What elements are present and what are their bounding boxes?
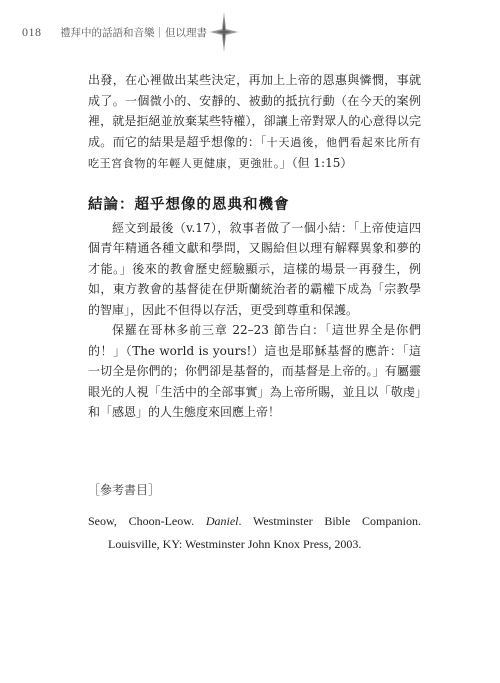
running-title: 禮拜中的話語和音樂｜但以理書 xyxy=(60,27,207,39)
reference-author: Seow, Choon-Leow. xyxy=(88,513,195,528)
scripture-quote: 十天過後，他們看起來比所有吃王宮食物的年輕人更健康，更強壯 xyxy=(88,135,421,170)
intro-paragraph xyxy=(88,70,421,175)
intro-text-before: 出發，在心裡做出某些決定，再加上上帝的恩惠與憐憫，事就成了。一個微小的、安靜的、被動的抵抗行動（在今天的案例裡，就是拒絕並放棄某些特權），卻讓上帝對眾人的心意得以完成。而它的結果是超乎想像的：「 xyxy=(88,73,421,149)
sparkle-star-icon xyxy=(210,12,238,52)
running-header xyxy=(22,18,478,44)
body-paragraph: 保羅在哥林多前三章 22–23 節告白：「這世界全是你們的！」（The world is yours!）這也是耶穌基督的應許：「這一切全是你們的；你們卻是基督的，而基督是上帝的。」有屬靈眼光的人視「生活中的全部事實」為上帝所賜，並且以「敬虔」和「感恩」的人生態度來回應上帝！ xyxy=(88,323,421,419)
page-number: 018 xyxy=(22,25,42,39)
reference-details: . Westminster Bible Companion. Louisville, KY: Westminster John Knox Press, 2003. xyxy=(108,513,422,551)
references-title: ［參考書目］ xyxy=(88,482,161,497)
section-heading: 結論：超乎想像的恩典和機會 xyxy=(88,195,290,213)
reference-book-title: Daniel xyxy=(205,513,239,528)
reference-entry xyxy=(88,510,421,556)
page-body xyxy=(88,70,421,556)
body-paragraph: 經文到最後（v.17），敘事者做了一個小結：「上帝使這四個青年精通各種文獻和學問，又賜給但以理有解釋異象和夢的才能。」後來的教會歷史經驗顯示，這樣的場景一再發生，例如，東方教會的基督徒在伊斯蘭統治者的霸權下成為「宗教學的智庫」，因此不但得以存活，更受到尊重和保護。 xyxy=(88,220,421,317)
intro-text-after: 。」（但 1:15） xyxy=(273,156,353,170)
